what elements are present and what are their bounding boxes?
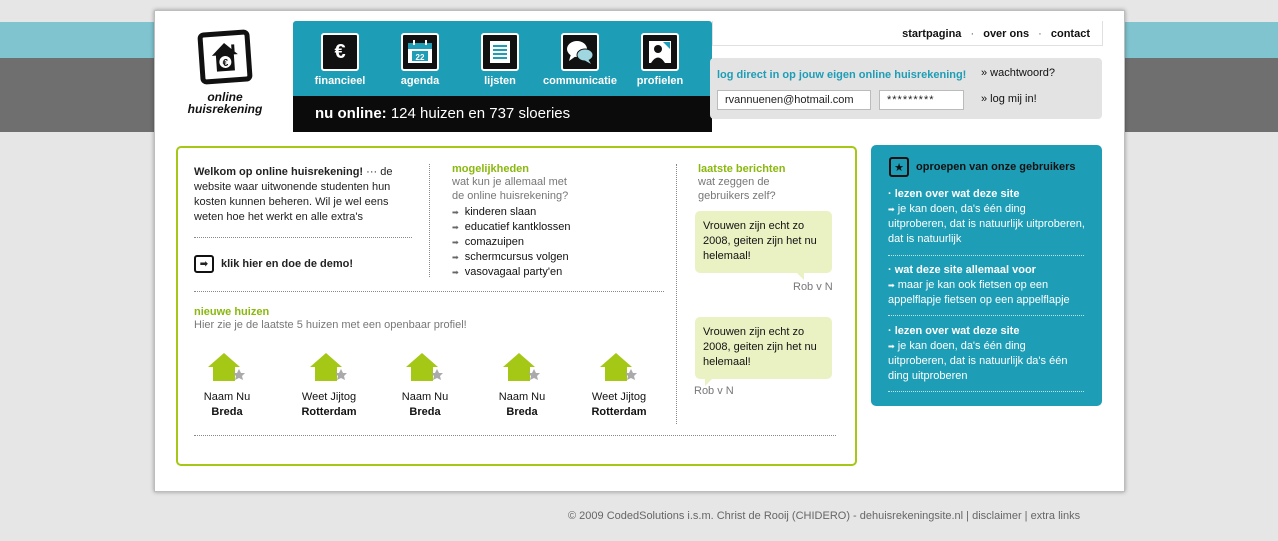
list-item-label: schermcursus volgen — [464, 251, 569, 263]
house-name: Naam Nu — [498, 391, 546, 403]
house-card[interactable] — [482, 351, 562, 420]
top-links — [712, 21, 1103, 46]
oproep-head: · lezen over wat deze site — [888, 188, 1020, 200]
footer-separator: | — [966, 510, 970, 522]
message-author: Rob v N — [793, 281, 833, 293]
nieuwe-huizen-subtitle: Hier zie je de laatste 5 huizen met een openbaar profiel! — [194, 319, 467, 331]
nieuwe-huizen-section — [194, 306, 467, 332]
message-bubble: Vrouwen zijn echt zo 2008, geiten zijn het nu helemaal! — [695, 211, 832, 273]
house-icon — [502, 351, 542, 383]
house-name: Naam Nu — [203, 391, 251, 403]
house-card[interactable] — [289, 351, 369, 420]
login-panel — [710, 58, 1102, 119]
nav-item-profielen[interactable] — [625, 33, 695, 87]
house-city: Breda — [211, 406, 243, 418]
house-icon — [599, 351, 639, 383]
nav-item-agenda[interactable] — [385, 33, 455, 87]
demo-link[interactable] — [194, 255, 353, 273]
calendar-date: 22 — [415, 53, 425, 62]
site-logo[interactable] — [185, 31, 265, 126]
welcome-bold: Welkom op online huisrekening! — [194, 166, 364, 178]
list-item-label: comazuipen — [464, 236, 525, 248]
house-icon — [207, 351, 247, 383]
list-item-label: educatief kantklossen — [464, 221, 571, 233]
house-city: Rotterdam — [301, 406, 357, 418]
main-nav — [293, 21, 712, 96]
house-card[interactable] — [385, 351, 465, 420]
house-card[interactable] — [579, 351, 659, 420]
house-city: Breda — [409, 406, 441, 418]
page-container — [154, 10, 1125, 492]
calendar-icon — [401, 33, 439, 71]
house-city: Rotterdam — [591, 406, 647, 418]
oproep-head: · wat deze site allemaal voor — [888, 264, 1036, 276]
divider — [888, 255, 1084, 256]
chat-icon — [561, 33, 599, 71]
mogelijkheden-section — [452, 163, 652, 280]
link-separator: · — [1038, 28, 1042, 40]
message-bubble: Vrouwen zijn echt zo 2008, geiten zijn het nu helemaal! — [695, 317, 832, 379]
online-status-bar — [293, 96, 712, 132]
divider — [194, 291, 664, 292]
oproep-body: je kan doen, da's één ding uitproberen, dat is natuurlijk uitproberen, dat is natuurlijk — [888, 203, 1085, 245]
nav-label-financieel: financieel — [314, 75, 366, 87]
email-field[interactable] — [717, 90, 871, 110]
nav-label-agenda: agenda — [400, 75, 440, 87]
login-link[interactable]: » log mij in! — [981, 93, 1037, 105]
link-over-ons[interactable]: over ons — [983, 28, 1030, 40]
oproep-body: je kan doen, da's één ding uitproberen, dat is natuurlijk da's één ding uitproberen — [888, 340, 1068, 382]
footer-extra-links[interactable]: extra links — [1030, 510, 1081, 522]
house-icon — [405, 351, 445, 383]
mogelijkheden-title: mogelijkheden — [452, 163, 530, 175]
list-item — [452, 250, 652, 265]
oproepen-header — [889, 157, 1076, 177]
arrow-icon: ➡ — [452, 268, 459, 277]
house-card[interactable] — [187, 351, 267, 420]
forgot-password-link[interactable]: » wachtwoord? — [981, 67, 1055, 79]
oproep-body: maar je kan ook fietsen op een appelflapje fietsen op een appelflapje — [888, 279, 1070, 306]
login-title: log direct in op jouw eigen online huisrekening! — [717, 69, 967, 81]
star-icon: ★ — [889, 157, 909, 177]
arrow-icon: ➡ — [452, 238, 459, 247]
divider — [888, 391, 1084, 392]
divider — [194, 435, 836, 436]
mogelijkheden-list — [452, 205, 652, 280]
arrow-icon: ➡ — [888, 281, 895, 290]
footer-separator: | — [1024, 510, 1028, 522]
berichten-subtitle: gebruikers zelf? — [698, 190, 776, 202]
online-prefix: nu online: — [315, 105, 387, 122]
welcome-body: ··· de website waar uitwonende studenten hun kosten kunnen beheren. Wil je wel eens weten hoe het werkt en alle extra's — [194, 166, 393, 223]
welcome-text — [194, 165, 414, 225]
logo-text-line1: online — [207, 90, 243, 104]
arrow-icon: ➡ — [452, 223, 459, 232]
oproepen-box — [871, 145, 1102, 406]
oproep-item[interactable] — [888, 187, 1085, 247]
online-count: 124 huizen en 737 sloeries — [390, 105, 571, 122]
oproep-item[interactable] — [888, 263, 1085, 308]
list-item — [452, 220, 652, 235]
arrow-icon: ➡ — [452, 208, 459, 217]
logo-text-line2: huisrekening — [187, 102, 263, 116]
list-item-label: vasovagaal party'en — [464, 266, 563, 278]
demo-label: klik hier en doe de demo! — [221, 258, 354, 270]
nav-label-communicatie: communicatie — [543, 75, 617, 87]
divider — [676, 164, 677, 424]
password-field[interactable] — [879, 90, 964, 110]
house-name: Weet Jijtog — [301, 391, 357, 403]
berichten-title: laatste berichten — [698, 163, 786, 175]
oproepen-title: oproepen van onze gebruikers — [916, 161, 1076, 173]
divider — [194, 237, 412, 238]
oproep-head: · lezen over wat deze site — [888, 325, 1020, 337]
euro-icon: € — [321, 33, 359, 71]
list-item — [452, 235, 652, 250]
arrow-right-icon: ➡ — [194, 255, 214, 273]
berichten-section — [698, 163, 848, 203]
house-name: Weet Jijtog — [591, 391, 647, 403]
house-icon — [309, 351, 349, 383]
mogelijkheden-subtitle: wat kun je allemaal met — [452, 176, 567, 188]
house-logo-icon — [197, 29, 253, 85]
link-separator: · — [970, 28, 975, 40]
house-name: Naam Nu — [401, 391, 449, 403]
nav-item-communicatie[interactable] — [539, 33, 621, 87]
arrow-icon: ➡ — [888, 342, 895, 351]
arrow-icon: ➡ — [452, 253, 459, 262]
footer-copyright: © 2009 CodedSolutions i.s.m. Christ de Rooij (CHIDERO) - dehuisrekeningsite.nl — [568, 510, 964, 522]
list-icon — [481, 33, 519, 71]
divider — [429, 164, 430, 277]
nav-label-lijsten: lijsten — [484, 75, 516, 87]
message-author: Rob v N — [694, 385, 734, 397]
divider — [888, 315, 1084, 316]
footer — [568, 510, 1080, 522]
nav-item-financieel[interactable] — [305, 33, 375, 87]
main-content-box — [176, 146, 857, 466]
svg-text:€: € — [222, 57, 229, 70]
link-contact[interactable]: contact — [1050, 28, 1090, 40]
nieuwe-huizen-title: nieuwe huizen — [194, 306, 270, 318]
list-item — [452, 265, 652, 280]
arrow-icon: ➡ — [888, 205, 895, 214]
oproep-item[interactable] — [888, 324, 1085, 384]
house-city: Breda — [506, 406, 538, 418]
list-item-label: kinderen slaan — [464, 206, 537, 218]
footer-disclaimer-link[interactable]: disclaimer — [972, 510, 1022, 522]
mogelijkheden-subtitle: de online huisrekening? — [452, 190, 569, 202]
nav-label-profielen: profielen — [636, 75, 684, 87]
list-item — [452, 205, 652, 220]
berichten-subtitle: wat zeggen de — [698, 176, 770, 188]
link-startpagina[interactable]: startpagina — [902, 28, 962, 40]
profile-icon — [641, 33, 679, 71]
nav-item-lijsten[interactable] — [465, 33, 535, 87]
